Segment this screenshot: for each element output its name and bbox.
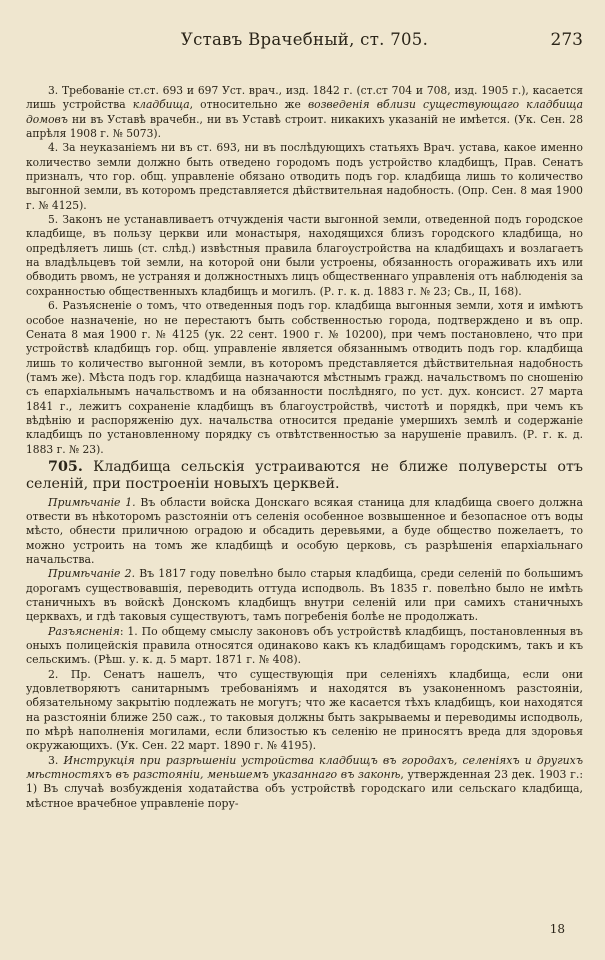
- italic-run: Примѣчаніе 1.: [48, 495, 136, 509]
- paragraph-p5: [26, 213, 583, 299]
- text-run: 3. Требованіе ст.ст. 693 и 697 Уст. врач., изд. 1842 г. (ст.ст 704 и 708, изд. 1905 г.), касается лишь устройства: [26, 84, 583, 112]
- article-705: [26, 459, 583, 494]
- text-run: : 1. По общему смыслу законовъ объ устройствѣ кладбищъ, постановленныя въ оныхъ полицейскія правила относятся одинаково какъ къ кладбищамъ городскимъ, такъ и къ сельскимъ. (Рѣш. у. к. д. 5 март. 1871 г. № 408).: [26, 624, 583, 667]
- notes-section: [26, 496, 583, 812]
- commentary-section: [26, 84, 583, 457]
- page-body: [26, 84, 583, 811]
- article-text: Кладбища сельскія устраиваются не ближе полуверсты отъ селеній, при построеніи новыхъ церквей.: [26, 458, 583, 493]
- text-run: , относительно же: [189, 98, 308, 112]
- text-run: Въ 1817 году повелѣно было старыя кладбища, среди селеній по большимъ дорогамъ существовавшія, переводить оттуда исподволь. Въ 1835 г. повелѣно было не имѣть станичныхъ въ войскѣ Донскомъ кладбищъ внутри селеній или при самихъ станичныхъ церквахъ, и гдѣ таковыя существуютъ, тамъ погребенія болѣе не продолжать.: [26, 567, 584, 624]
- text-run: 5. Законъ не устанавливаетъ отчужденія части выгонной земли, отведенной подъ городское кладбище, въ пользу церкви или монастыря, находящихся близъ городского кладбища, но опредѣляетъ лишь (ст. слѣд.) извѣстныя правила благоустройства на кладбищахъ и возлагаетъ на владѣльцевъ той земли, на которой они были устроены, обязанность огораживать ихъ или обводить рвомъ, не устраняя и должностныхъ лицъ общественнаго управленія отъ наблюденія за сохранностью общественныхъ кладбищъ и могилъ. (Р. г. к. д. 1883 г. № 23; Св., II, 168).: [26, 213, 583, 298]
- paragraph-p6: [26, 299, 583, 457]
- text-run: 3.: [48, 753, 64, 767]
- text-run: , утвержденная 23 дек. 1903 г.: 1) Въ случаѣ возбужденія ходатайства объ устройствѣ городскаго или сельскаго кладбища, мѣстное врачебное управленіе пору-: [26, 768, 583, 810]
- text-run: 2. Пр. Сенатъ нашелъ, что существующія при селеніяхъ кладбища, если они удовлетворяютъ санитарнымъ требованіямъ и находятся въ узаконенномъ разстояніи, обязательному закрытію подлежать не могутъ; что же касается тѣхъ кладбищъ, кои находятся на разстояніи ближе 250 саж., то таковыя должны быть закрываемы и переводимы исподволь, по мѣрѣ наполненія могилами, если близостью къ селенію не приносятъ вреда для здоровья окружающихъ. (Ук. Сен. 22 март. 1890 г. № 4195).: [26, 667, 583, 753]
- italic-run: кладбища: [132, 98, 190, 112]
- running-title: Уставъ Врачебный, ст. 705.: [180, 30, 429, 49]
- paragraph-r1: [26, 625, 583, 668]
- paragraph-r2: [26, 668, 583, 754]
- text-run: ни въ Уставѣ врачебн., ни въ Уставѣ строит. никакихъ указаній не имѣется. (Ук. Сен. 28 апрѣля 1908 г. № 5073).: [26, 112, 583, 141]
- paragraph-p3: [26, 84, 583, 141]
- page-header: [26, 0, 583, 50]
- paragraph-n2: [26, 567, 583, 624]
- text-run: 4. За неуказаніемъ ни въ ст. 693, ни въ послѣдующихъ статьяхъ Врач. устава, какое именно количество земли должно быть отведено городомъ подъ устройство кладбищъ, Прав. Сенатъ призналъ, что гор. общ. управленіе обязано отводить подъ гор. кладбища лишь то количество выгонной земли, въ которомъ представляется дѣйствительная надобность. (Опр. Сен. 8 мая 1900 г. № 4125).: [26, 141, 583, 212]
- article-number: 705.: [48, 458, 83, 475]
- paragraph-r3: [26, 754, 583, 811]
- italic-run: Инструкція при разрѣшеніи устройства кладбищъ въ городахъ, селеніяхъ и другихъ мѣстностяхъ въ разстояніи, меньшемъ указаннаго въ законѣ: [26, 753, 583, 782]
- italic-run: Примѣчаніе 2.: [48, 567, 136, 581]
- text-run: Въ области войска Донскаго всякая станица для кладбища своего должна отвести въ нѣкоторомъ разстояніи отъ селенія особенное возвышенное и безопасное отъ воды мѣсто, обнести приличною оградою и обсадить деревьями, а буде общество пожелаетъ, то можно устроить на томъ же кладбищѣ и особую церковь, съ разрѣшенія епархіальнаго начальства.: [26, 495, 584, 566]
- paragraph-n1: [26, 496, 583, 568]
- italic-run: возведенія вблизи существующаго кладбища домовъ: [26, 98, 583, 126]
- text-run: 6. Разъясненіе о томъ, что отведенныя подъ гор. кладбища выгонныя земли, хотя и имѣютъ особое назначеніе, но не перестаютъ быть собственностью города, подтверждено и въ опр. Сената 8 мая 1900 г. № 4125 (ук. 22 сент. 1900 г. № 10200), при чемъ постановлено, что при устройствѣ кладбищъ гор. общ. управленіе является обязаннымъ отводить подъ гор. кладбища лишь то количество выгонной земли, въ которомъ представляется дѣйствительная надобность (тамъ же). Мѣста подъ гор. кладбища назначаются мѣстнымъ гражд. начальствомъ по сношенію съ епархіальнымъ начальствомъ и на обязанности послѣдняго, по уст. дух. консист. 27 марта 1841 г., лежитъ сохраненіе кладбищъ въ благоустройствѣ, чистотѣ и порядкѣ, при чемъ къ вѣдѣнію и распоряженію дух. начальства относится преданіе умершихъ землѣ и содержаніе кладбищъ по установленному порядку съ отвѣтственностью за нарушеніе правилъ. (Р. г. к. д. 1883 г. № 23).: [26, 299, 583, 456]
- page-number: 273: [550, 30, 583, 50]
- italic-run: Разъясненія: [48, 624, 120, 638]
- paragraph-p4: [26, 141, 583, 213]
- signature-mark: 18: [549, 922, 565, 936]
